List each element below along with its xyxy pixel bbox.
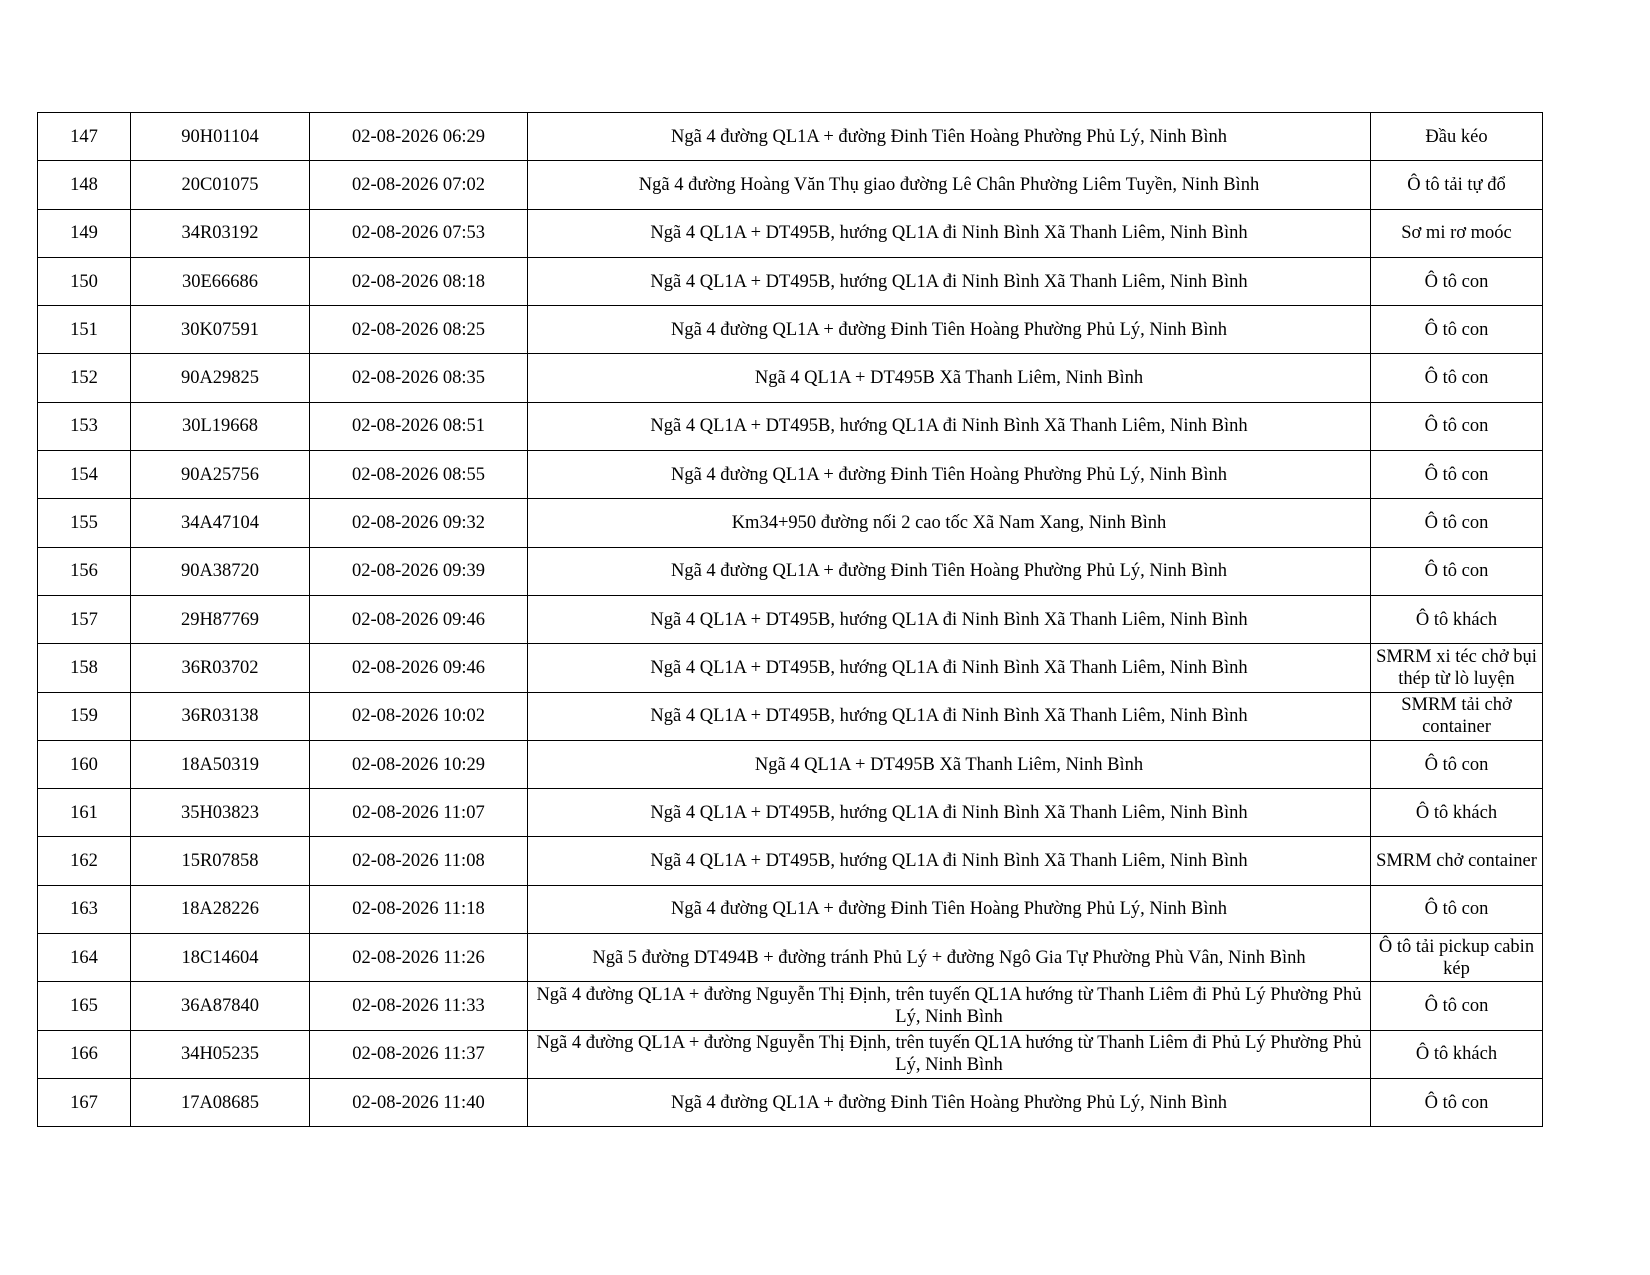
row-number-cell: 150 <box>38 257 131 305</box>
table-row <box>38 595 1543 643</box>
row-number-cell: 148 <box>38 161 131 209</box>
license-plate-cell: 90A25756 <box>131 451 310 499</box>
vehicle-type-cell: Ô tô con <box>1371 306 1543 354</box>
row-number-cell: 159 <box>38 692 131 740</box>
violation-time-cell: 02-08-2026 08:25 <box>310 306 528 354</box>
location-cell: Ngã 4 QL1A + DT495B Xã Thanh Liêm, Ninh Bình <box>528 354 1371 402</box>
table-row <box>38 209 1543 257</box>
violation-time-cell: 02-08-2026 11:07 <box>310 789 528 837</box>
table-row <box>38 885 1543 933</box>
row-number-cell: 163 <box>38 885 131 933</box>
violation-time-cell: 02-08-2026 07:02 <box>310 161 528 209</box>
violation-time-cell: 02-08-2026 07:53 <box>310 209 528 257</box>
violation-time-cell: 02-08-2026 10:29 <box>310 740 528 788</box>
location-cell: Ngã 4 đường QL1A + đường Đinh Tiên Hoàng Phường Phủ Lý, Ninh Bình <box>528 885 1371 933</box>
license-plate-cell: 34A47104 <box>131 499 310 547</box>
table-body <box>38 113 1543 1127</box>
row-number-cell: 153 <box>38 402 131 450</box>
violation-time-cell: 02-08-2026 09:39 <box>310 547 528 595</box>
table-row <box>38 161 1543 209</box>
violation-time-cell: 02-08-2026 11:33 <box>310 982 528 1030</box>
location-cell: Ngã 4 đường QL1A + đường Đinh Tiên Hoàng Phường Phủ Lý, Ninh Bình <box>528 1078 1371 1126</box>
table-row <box>38 692 1543 740</box>
table-row <box>38 402 1543 450</box>
violations-table <box>37 112 1543 1127</box>
row-number-cell: 167 <box>38 1078 131 1126</box>
location-cell: Ngã 4 đường QL1A + đường Nguyễn Thị Định, trên tuyến QL1A hướng từ Thanh Liêm đi Phủ Lý Phường Phủ Lý, Ninh Bình <box>528 1030 1371 1078</box>
vehicle-type-cell: Ô tô con <box>1371 885 1543 933</box>
license-plate-cell: 36R03702 <box>131 644 310 692</box>
violation-time-cell: 02-08-2026 11:37 <box>310 1030 528 1078</box>
location-cell: Ngã 4 đường QL1A + đường Nguyễn Thị Định, trên tuyến QL1A hướng từ Thanh Liêm đi Phủ Lý Phường Phủ Lý, Ninh Bình <box>528 982 1371 1030</box>
license-plate-cell: 35H03823 <box>131 789 310 837</box>
vehicle-type-cell: Ô tô con <box>1371 547 1543 595</box>
violation-time-cell: 02-08-2026 06:29 <box>310 113 528 161</box>
license-plate-cell: 15R07858 <box>131 837 310 885</box>
license-plate-cell: 30E66686 <box>131 257 310 305</box>
row-number-cell: 147 <box>38 113 131 161</box>
violation-time-cell: 02-08-2026 09:32 <box>310 499 528 547</box>
location-cell: Ngã 4 QL1A + DT495B, hướng QL1A đi Ninh Bình Xã Thanh Liêm, Ninh Bình <box>528 789 1371 837</box>
row-number-cell: 166 <box>38 1030 131 1078</box>
vehicle-type-cell: SMRM xi téc chở bụi thép từ lò luyện <box>1371 644 1543 692</box>
violation-time-cell: 02-08-2026 11:08 <box>310 837 528 885</box>
violation-time-cell: 02-08-2026 08:18 <box>310 257 528 305</box>
vehicle-type-cell: Sơ mi rơ moóc <box>1371 209 1543 257</box>
violation-time-cell: 02-08-2026 10:02 <box>310 692 528 740</box>
location-cell: Ngã 4 đường QL1A + đường Đinh Tiên Hoàng Phường Phủ Lý, Ninh Bình <box>528 113 1371 161</box>
license-plate-cell: 17A08685 <box>131 1078 310 1126</box>
location-cell: Ngã 4 QL1A + DT495B, hướng QL1A đi Ninh Bình Xã Thanh Liêm, Ninh Bình <box>528 209 1371 257</box>
license-plate-cell: 18A50319 <box>131 740 310 788</box>
license-plate-cell: 90A38720 <box>131 547 310 595</box>
location-cell: Ngã 4 QL1A + DT495B Xã Thanh Liêm, Ninh Bình <box>528 740 1371 788</box>
vehicle-type-cell: Ô tô con <box>1371 451 1543 499</box>
row-number-cell: 161 <box>38 789 131 837</box>
table-row <box>38 257 1543 305</box>
violation-time-cell: 02-08-2026 11:18 <box>310 885 528 933</box>
violation-time-cell: 02-08-2026 09:46 <box>310 595 528 643</box>
vehicle-type-cell: Ô tô tải tự đổ <box>1371 161 1543 209</box>
violation-time-cell: 02-08-2026 08:35 <box>310 354 528 402</box>
violation-time-cell: 02-08-2026 11:40 <box>310 1078 528 1126</box>
row-number-cell: 152 <box>38 354 131 402</box>
violation-time-cell: 02-08-2026 08:55 <box>310 451 528 499</box>
license-plate-cell: 90H01104 <box>131 113 310 161</box>
location-cell: Ngã 4 đường QL1A + đường Đinh Tiên Hoàng Phường Phủ Lý, Ninh Bình <box>528 306 1371 354</box>
table-row <box>38 982 1543 1030</box>
row-number-cell: 157 <box>38 595 131 643</box>
violation-time-cell: 02-08-2026 09:46 <box>310 644 528 692</box>
license-plate-cell: 36A87840 <box>131 982 310 1030</box>
vehicle-type-cell: Ô tô con <box>1371 982 1543 1030</box>
row-number-cell: 156 <box>38 547 131 595</box>
table-row <box>38 644 1543 692</box>
vehicle-type-cell: Ô tô con <box>1371 402 1543 450</box>
table-row <box>38 837 1543 885</box>
vehicle-type-cell: SMRM chở container <box>1371 837 1543 885</box>
vehicle-type-cell: Ô tô khách <box>1371 595 1543 643</box>
vehicle-type-cell: Ô tô con <box>1371 1078 1543 1126</box>
table-row <box>38 1030 1543 1078</box>
license-plate-cell: 30K07591 <box>131 306 310 354</box>
table-row <box>38 740 1543 788</box>
vehicle-type-cell: Ô tô khách <box>1371 789 1543 837</box>
location-cell: Ngã 4 đường QL1A + đường Đinh Tiên Hoàng Phường Phủ Lý, Ninh Bình <box>528 451 1371 499</box>
vehicle-type-cell: Ô tô tải pickup cabin kép <box>1371 934 1543 982</box>
location-cell: Ngã 4 QL1A + DT495B, hướng QL1A đi Ninh Bình Xã Thanh Liêm, Ninh Bình <box>528 595 1371 643</box>
vehicle-type-cell: SMRM tải chở container <box>1371 692 1543 740</box>
row-number-cell: 149 <box>38 209 131 257</box>
row-number-cell: 162 <box>38 837 131 885</box>
table-row <box>38 451 1543 499</box>
row-number-cell: 154 <box>38 451 131 499</box>
row-number-cell: 151 <box>38 306 131 354</box>
location-cell: Ngã 4 QL1A + DT495B, hướng QL1A đi Ninh Bình Xã Thanh Liêm, Ninh Bình <box>528 402 1371 450</box>
license-plate-cell: 18C14604 <box>131 934 310 982</box>
table-row <box>38 1078 1543 1126</box>
location-cell: Ngã 4 QL1A + DT495B, hướng QL1A đi Ninh Bình Xã Thanh Liêm, Ninh Bình <box>528 692 1371 740</box>
vehicle-type-cell: Đầu kéo <box>1371 113 1543 161</box>
table-row <box>38 789 1543 837</box>
vehicle-type-cell: Ô tô con <box>1371 354 1543 402</box>
location-cell: Ngã 4 QL1A + DT495B, hướng QL1A đi Ninh Bình Xã Thanh Liêm, Ninh Bình <box>528 257 1371 305</box>
location-cell: Ngã 4 QL1A + DT495B, hướng QL1A đi Ninh Bình Xã Thanh Liêm, Ninh Bình <box>528 837 1371 885</box>
license-plate-cell: 34R03192 <box>131 209 310 257</box>
table-row <box>38 934 1543 982</box>
table-row <box>38 306 1543 354</box>
license-plate-cell: 34H05235 <box>131 1030 310 1078</box>
location-cell: Ngã 4 đường QL1A + đường Đinh Tiên Hoàng Phường Phủ Lý, Ninh Bình <box>528 547 1371 595</box>
location-cell: Ngã 4 QL1A + DT495B, hướng QL1A đi Ninh Bình Xã Thanh Liêm, Ninh Bình <box>528 644 1371 692</box>
table-row <box>38 354 1543 402</box>
location-cell: Ngã 5 đường DT494B + đường tránh Phủ Lý + đường Ngô Gia Tự Phường Phù Vân, Ninh Bình <box>528 934 1371 982</box>
row-number-cell: 165 <box>38 982 131 1030</box>
row-number-cell: 155 <box>38 499 131 547</box>
license-plate-cell: 90A29825 <box>131 354 310 402</box>
table-row <box>38 547 1543 595</box>
row-number-cell: 158 <box>38 644 131 692</box>
vehicle-type-cell: Ô tô con <box>1371 499 1543 547</box>
violation-time-cell: 02-08-2026 08:51 <box>310 402 528 450</box>
table-row <box>38 113 1543 161</box>
location-cell: Km34+950 đường nối 2 cao tốc Xã Nam Xang, Ninh Bình <box>528 499 1371 547</box>
row-number-cell: 160 <box>38 740 131 788</box>
row-number-cell: 164 <box>38 934 131 982</box>
license-plate-cell: 18A28226 <box>131 885 310 933</box>
vehicle-type-cell: Ô tô con <box>1371 257 1543 305</box>
license-plate-cell: 30L19668 <box>131 402 310 450</box>
location-cell: Ngã 4 đường Hoàng Văn Thụ giao đường Lê Chân Phường Liêm Tuyền, Ninh Bình <box>528 161 1371 209</box>
license-plate-cell: 36R03138 <box>131 692 310 740</box>
license-plate-cell: 20C01075 <box>131 161 310 209</box>
license-plate-cell: 29H87769 <box>131 595 310 643</box>
violation-time-cell: 02-08-2026 11:26 <box>310 934 528 982</box>
vehicle-type-cell: Ô tô khách <box>1371 1030 1543 1078</box>
vehicle-type-cell: Ô tô con <box>1371 740 1543 788</box>
table-row <box>38 499 1543 547</box>
